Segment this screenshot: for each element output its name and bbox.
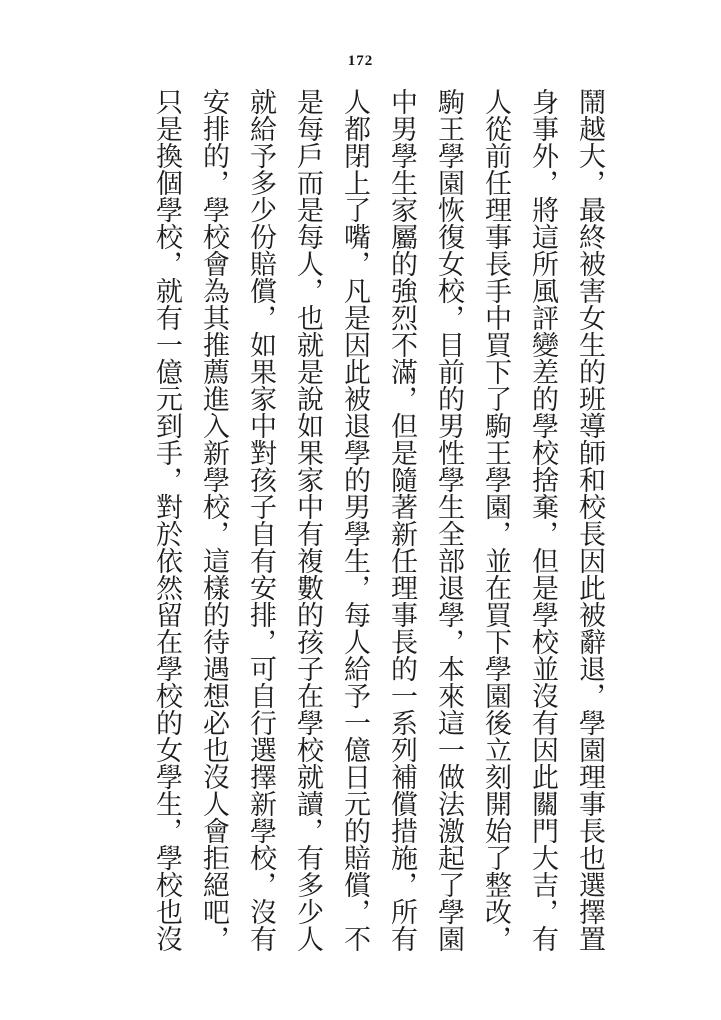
text-column: 是每戶而是每人，也就是說如果家中有複數的孩子在學校就讀，有多少人 (293, 88, 323, 952)
text-column: 駒王學園恢復女校，目前的男性學生全部退學，本來這一做法激起了學園 (434, 88, 464, 952)
text-column: 人都閉上了嘴，凡是因此被退學的男學生，每人給予一億日元的賠償，不 (340, 88, 370, 952)
text-column: 安排的，學校會為其推薦進入新學校，這樣的待遇想必也沒人會拒絕吧， (199, 88, 229, 952)
text-column: 只是換個學校，就有一億元到手，對於依然留在學校的女學生，學校也沒 (152, 88, 182, 952)
text-block (143, 88, 613, 960)
text-column: 鬧越大，最終被害女生的班導師和校長因此被辭退，學園理事長也選擇置 (575, 88, 605, 952)
text-column: 身事外，將這所風評變差的學校捨棄，但是學校並沒有因此關門大吉，有 (528, 88, 558, 952)
page-number: 172 (347, 53, 374, 69)
text-column: 中男學生家屬的強烈不滿，但是隨著新任理事長的一系列補償措施，所有 (387, 88, 417, 952)
text-column: 人從前任理事長手中買下了駒王學園，並在買下學園後立刻開始了整改， (481, 88, 511, 952)
text-column: 就給予多少份賠償，如果家中對孩子自有安排，可自行選擇新學校，沒有 (246, 88, 276, 952)
